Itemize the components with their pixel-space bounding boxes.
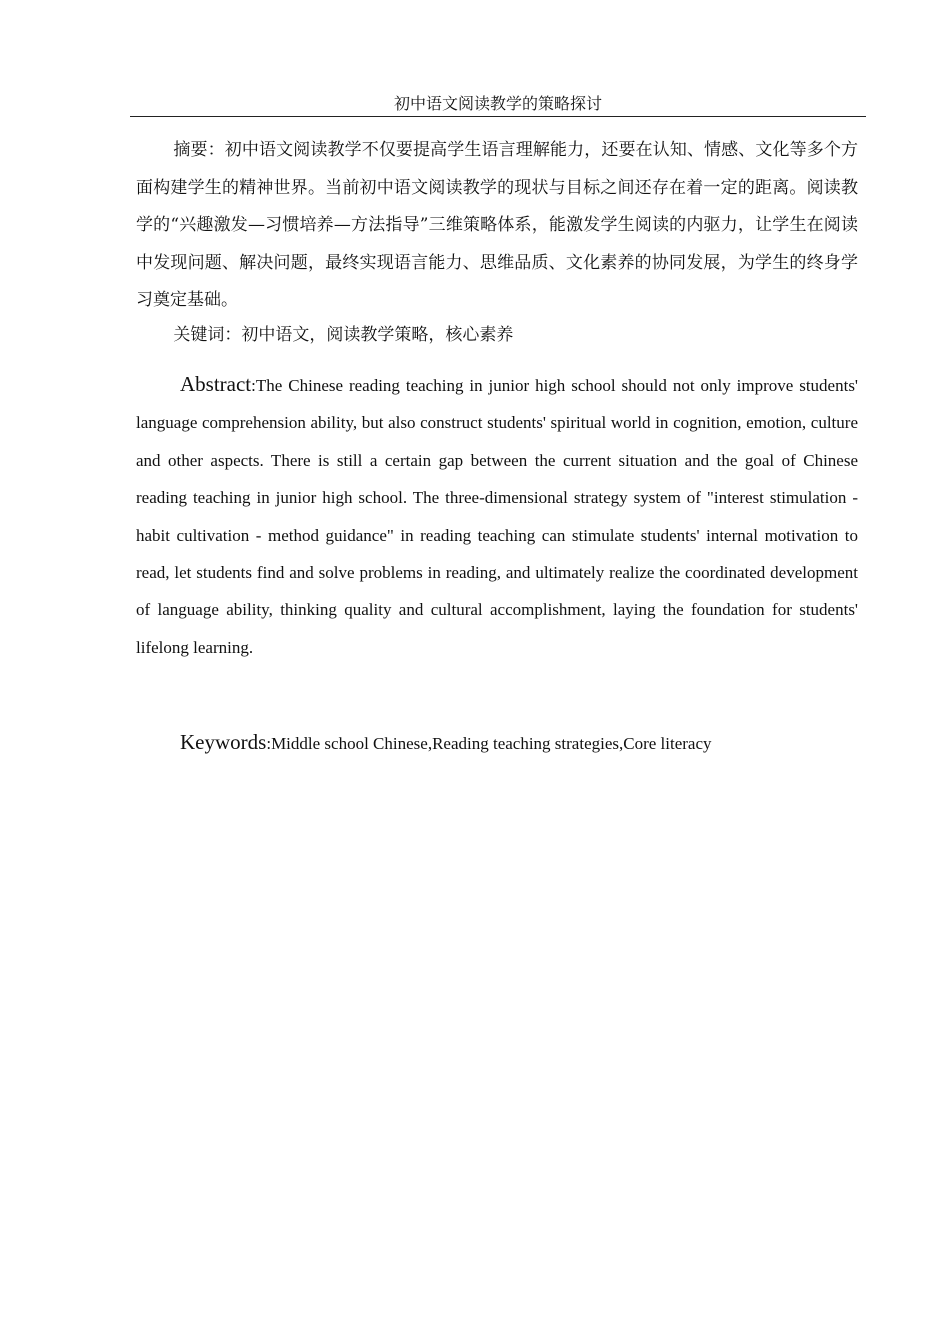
chinese-abstract-text: 初中语文阅读教学不仅要提高学生语言理解能力，还要在认知、情感、文化等多个方面构建学生的精神世界。当前初中语文阅读教学的现状与目标之间还存在着一定的距离。阅读教学的“兴趣激发—习惯培养—方法指导”三维策略体系，能激发学生阅读的内驱力，让学生在阅读中发现问题、解决问题，最终实现语言能力、思维品质、文化素养的协同发展，为学生的终身学习奠定基础。 xyxy=(136,140,859,310)
english-keywords-label: Keywords xyxy=(180,730,267,754)
chinese-abstract xyxy=(136,132,858,320)
chinese-keywords xyxy=(136,320,858,350)
english-keywords xyxy=(136,726,858,760)
chinese-keywords-label: 关键词： xyxy=(173,325,242,345)
english-abstract-separator: : xyxy=(251,376,256,395)
english-abstract xyxy=(136,366,858,666)
english-keywords-separator: : xyxy=(266,734,272,753)
chinese-keywords-text: 初中语文，阅读教学策略，核心素养 xyxy=(241,325,514,345)
header-rule xyxy=(130,116,866,117)
chinese-abstract-label: 摘要： xyxy=(173,140,225,160)
running-header-title: 初中语文阅读教学的策略探讨 xyxy=(393,94,602,113)
english-abstract-label: Abstract xyxy=(180,372,252,396)
english-abstract-text: The Chinese reading teaching in junior high school should not only improve students' language comprehension ability, but also construct students' spiritual world in cognition, emotion, culture and other aspects. There is still a certain gap between the current situation and the goal of Chinese reading teaching in junior high school. The three-dimensional strategy system of "interest stimulation - habit cultivation - method guidance" in reading teaching can stimulate students' internal motivation to read, let students find and solve problems in reading, and ultimately realize the coordinated development of language ability, thinking quality and cultural accomplishment, laying the foundation for students' lifelong learning. xyxy=(136,376,858,657)
english-keywords-text: Middle school Chinese,Reading teaching strategies,Core literacy xyxy=(271,734,712,753)
